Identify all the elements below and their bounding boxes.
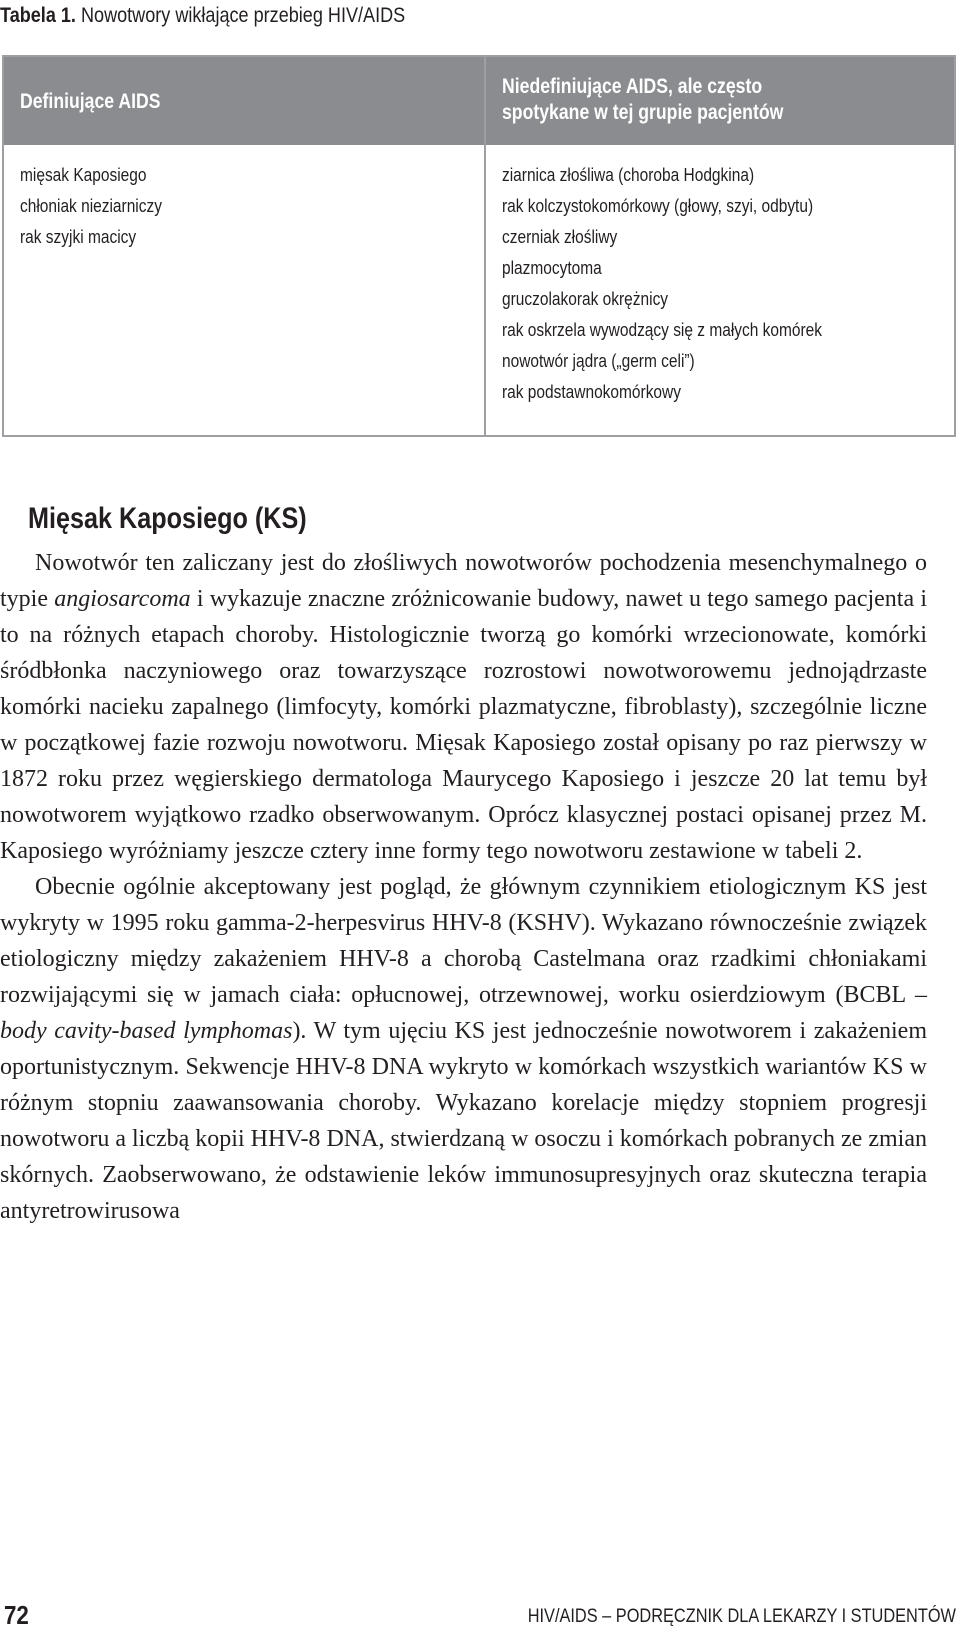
body-text bbox=[0, 545, 927, 1229]
table-caption-label: Tabela 1. bbox=[0, 4, 76, 27]
paragraph-1-italic-term: angiosarcoma bbox=[54, 586, 191, 612]
list-item: rak kolczystokomórkowy (głowy, szyi, odbytu) bbox=[502, 196, 814, 216]
table-cell-left-list bbox=[20, 160, 162, 253]
paragraph-2-text-a: Obecnie ogólnie akceptowany jest pogląd, że głównym czynnikiem etiologicznym KS jest wykryty w 1995 roku gamma-2-herpesvirus HHV-8 (KSHV). Wykazano równocześnie związek etiologiczny między zakażeniem HHV-8 a chorobą Castelmana oraz rzadkimi chłoniakami rozwijającymi się w jamach ciała: opłucnowej, otrzewnowej, worku osierdziowym (BCBL – bbox=[0, 874, 927, 1008]
paragraph-2 bbox=[0, 869, 927, 1229]
list-item: rak szyjki macicy bbox=[20, 227, 137, 247]
paragraph-2-italic-term: body cavity-based lymphomas bbox=[0, 1018, 293, 1044]
list-item: gruczolakorak okrężnicy bbox=[502, 289, 669, 309]
paragraph-1-text-c: i wykazuje znaczne zróżnicowanie budowy, nawet u tego samego pacjenta i to na różnych etapach choroby. Histologicznie tworzą go komórki wrzecionowate, komórki śródbłonka naczyniowego oraz towarzyszące rozrostowi nowotworowemu jednojądrzaste komórki nacieku zapalnego (limfocyty, komórki plazmatyczne, fibroblasty), szczególnie liczne w początkowej fazie rozwoju nowotworu. Mięsak Kaposiego został opisany po raz pierwszy w 1872 roku przez węgierskiego dermatologa Maurycego Kaposiego i jeszcze 20 lat temu był nowotworem wyjątkowo rzadko obserwowanym. Oprócz klasycznej postaci opisanej przez M. Kaposiego wyróżniamy jeszcze cztery inne formy tego nowotworu zestawione w tabeli 2. bbox=[0, 586, 927, 864]
table-caption bbox=[0, 4, 405, 28]
section-title: Mięsak Kaposiego (KS) bbox=[28, 502, 307, 535]
list-item: czerniak złośliwy bbox=[502, 227, 618, 247]
table-column-aids-defining bbox=[4, 57, 486, 435]
table-caption-text: Nowotwory wikłające przebieg HIV/AIDS bbox=[80, 4, 406, 27]
paragraph-1-text-a: Nowotwór ten zaliczany jest do złośliwych nowotworów pochodzenia mesenchymalnego o typie bbox=[0, 550, 927, 612]
list-item: chłoniak nieziarniczy bbox=[20, 196, 162, 216]
list-item: plazmocytoma bbox=[502, 258, 602, 278]
paragraph-1 bbox=[0, 545, 927, 869]
table-header-right-line2: spotykane w tej grupie pacjentów bbox=[502, 101, 784, 124]
list-item: rak oskrzela wywodzący się z małych komórek bbox=[502, 320, 823, 340]
running-footer-title: HIV/AIDS – PODRĘCZNIK DLA LEKARZY I STUDENTÓW bbox=[527, 1606, 956, 1627]
list-item: ziarnica złośliwa (choroba Hodgkina) bbox=[502, 165, 755, 185]
page-number: 72 bbox=[4, 1600, 29, 1630]
table-header-left-text: Definiujące AIDS bbox=[20, 90, 161, 113]
table-header-right bbox=[486, 57, 954, 145]
table-header-left bbox=[4, 57, 484, 145]
paragraph-2-text-c: ). W tym ujęciu KS jest jednocześnie nowotworem i zakażeniem oportunistycznym. Sekwencje HHV-8 DNA wykryto w komórkach wszystkich wariantów KS w różnym stopniu zaawansowania choroby. Wykazano korelacje między stopniem progresji nowotworu a liczbą kopii HHV-8 DNA, stwierdzaną w osoczu i komórkach pobranych ze zmian skórnych. Zaobserwowano, że odstawienie leków immunosupresyjnych oraz skuteczna terapia antyretrowirusowa bbox=[0, 1018, 927, 1224]
list-item: nowotwór jądra („germ celi”) bbox=[502, 351, 695, 371]
table-cell-right-list bbox=[502, 160, 822, 408]
table-header-right-line1: Niedefiniujące AIDS, ale często bbox=[502, 75, 763, 98]
cancer-table bbox=[2, 55, 956, 437]
list-item: mięsak Kaposiego bbox=[20, 165, 147, 185]
table-column-non-aids-defining bbox=[486, 57, 954, 435]
list-item: rak podstawnokomórkowy bbox=[502, 382, 681, 402]
